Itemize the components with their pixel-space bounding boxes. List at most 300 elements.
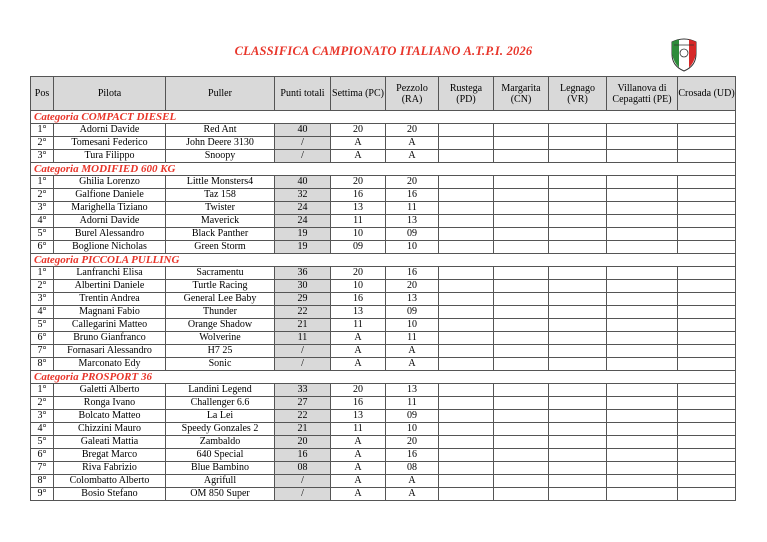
- cell-empty: [607, 475, 678, 488]
- cell-empty: [494, 293, 549, 306]
- cell-empty: [607, 488, 678, 501]
- cell-settima: A: [331, 345, 386, 358]
- cell-puller: Landini Legend: [166, 384, 275, 397]
- cell-puller: Agrifull: [166, 475, 275, 488]
- cell-empty: [439, 332, 494, 345]
- cell-empty: [607, 215, 678, 228]
- cell-pos: 1°: [31, 267, 54, 280]
- cell-pos: 1°: [31, 176, 54, 189]
- cell-punti: 08: [275, 462, 331, 475]
- cell-punti: 40: [275, 176, 331, 189]
- cell-empty: [439, 436, 494, 449]
- cell-empty: [439, 189, 494, 202]
- cell-pos: 9°: [31, 488, 54, 501]
- cell-pos: 6°: [31, 332, 54, 345]
- table-row: [31, 150, 736, 163]
- cell-puller: General Lee Baby: [166, 293, 275, 306]
- cell-pilota: Galfione Daniele: [54, 189, 166, 202]
- cell-puller: Little Monsters4: [166, 176, 275, 189]
- cell-empty: [607, 124, 678, 137]
- cell-empty: [678, 475, 736, 488]
- column-header: Crosada (UD): [678, 77, 736, 111]
- cell-empty: [549, 306, 607, 319]
- table-row: [31, 124, 736, 137]
- cell-empty: [494, 358, 549, 371]
- cell-settima: A: [331, 137, 386, 150]
- cell-empty: [549, 397, 607, 410]
- cell-pos: 7°: [31, 345, 54, 358]
- cell-pezzolo: 10: [386, 423, 439, 436]
- cell-empty: [494, 319, 549, 332]
- cell-empty: [494, 280, 549, 293]
- cell-empty: [549, 202, 607, 215]
- cell-empty: [549, 228, 607, 241]
- cell-empty: [607, 423, 678, 436]
- table-row: [31, 241, 736, 254]
- cell-puller: Wolverine: [166, 332, 275, 345]
- cell-empty: [549, 436, 607, 449]
- table-row: [31, 384, 736, 397]
- cell-pos: 4°: [31, 423, 54, 436]
- table-row: [31, 436, 736, 449]
- cell-punti: /: [275, 358, 331, 371]
- cell-empty: [607, 176, 678, 189]
- cell-empty: [439, 358, 494, 371]
- cell-empty: [607, 462, 678, 475]
- cell-empty: [607, 345, 678, 358]
- column-header: Settima (PC): [331, 77, 386, 111]
- cell-pezzolo: 16: [386, 267, 439, 280]
- cell-pilota: Marconato Edy: [54, 358, 166, 371]
- cell-empty: [678, 241, 736, 254]
- column-header: Pezzolo (RA): [386, 77, 439, 111]
- cell-empty: [678, 410, 736, 423]
- cell-puller: John Deere 3130: [166, 137, 275, 150]
- cell-empty: [607, 397, 678, 410]
- cell-empty: [607, 319, 678, 332]
- cell-puller: Zambaldo: [166, 436, 275, 449]
- cell-puller: Sonic: [166, 358, 275, 371]
- cell-empty: [549, 332, 607, 345]
- cell-punti: /: [275, 137, 331, 150]
- cell-empty: [439, 267, 494, 280]
- cell-pezzolo: 13: [386, 293, 439, 306]
- table-row: [31, 319, 736, 332]
- cell-empty: [494, 449, 549, 462]
- cell-puller: Taz 158: [166, 189, 275, 202]
- cell-pos: 2°: [31, 189, 54, 202]
- cell-empty: [549, 358, 607, 371]
- cell-empty: [607, 449, 678, 462]
- column-header: Rustega (PD): [439, 77, 494, 111]
- cell-settima: A: [331, 332, 386, 345]
- cell-empty: [607, 241, 678, 254]
- cell-empty: [549, 241, 607, 254]
- cell-empty: [678, 332, 736, 345]
- cell-settima: 13: [331, 410, 386, 423]
- cell-settima: 13: [331, 202, 386, 215]
- cell-pos: 1°: [31, 384, 54, 397]
- cell-pilota: Galeati Mattia: [54, 436, 166, 449]
- cell-empty: [607, 293, 678, 306]
- cell-puller: H7 25: [166, 345, 275, 358]
- cell-empty: [678, 319, 736, 332]
- category-label: Categoria COMPACT DIESEL: [31, 111, 736, 124]
- cell-punti: 32: [275, 189, 331, 202]
- cell-puller: Thunder: [166, 306, 275, 319]
- cell-empty: [439, 241, 494, 254]
- cell-pezzolo: 09: [386, 228, 439, 241]
- cell-pilota: Bregat Marco: [54, 449, 166, 462]
- cell-punti: 29: [275, 293, 331, 306]
- cell-pos: 6°: [31, 241, 54, 254]
- cell-pezzolo: 09: [386, 306, 439, 319]
- cell-pilota: Ronga Ivano: [54, 397, 166, 410]
- cell-settima: 11: [331, 319, 386, 332]
- cell-pezzolo: 13: [386, 384, 439, 397]
- cell-punti: 20: [275, 436, 331, 449]
- cell-settima: A: [331, 449, 386, 462]
- cell-empty: [494, 384, 549, 397]
- page-title: CLASSIFICA CAMPIONATO ITALIANO A.T.P.I. 2026: [234, 44, 533, 58]
- cell-empty: [439, 410, 494, 423]
- cell-empty: [494, 215, 549, 228]
- cell-pilota: Trentin Andrea: [54, 293, 166, 306]
- cell-empty: [678, 423, 736, 436]
- cell-punti: /: [275, 488, 331, 501]
- cell-pezzolo: 20: [386, 124, 439, 137]
- cell-settima: 09: [331, 241, 386, 254]
- cell-pezzolo: 16: [386, 189, 439, 202]
- cell-empty: [494, 332, 549, 345]
- cell-pezzolo: 10: [386, 319, 439, 332]
- cell-empty: [678, 358, 736, 371]
- cell-settima: 11: [331, 215, 386, 228]
- table-row: [31, 449, 736, 462]
- cell-empty: [439, 215, 494, 228]
- cell-empty: [607, 228, 678, 241]
- column-header: Margarita (CN): [494, 77, 549, 111]
- cell-empty: [678, 124, 736, 137]
- cell-empty: [494, 241, 549, 254]
- cell-settima: 11: [331, 423, 386, 436]
- cell-empty: [549, 475, 607, 488]
- column-header: Puller: [166, 77, 275, 111]
- cell-empty: [549, 215, 607, 228]
- cell-punti: 24: [275, 202, 331, 215]
- cell-empty: [494, 137, 549, 150]
- cell-punti: 40: [275, 124, 331, 137]
- category-label: Categoria MODIFIED 600 KG: [31, 163, 736, 176]
- column-header: Pos: [31, 77, 54, 111]
- cell-settima: 16: [331, 189, 386, 202]
- cell-empty: [607, 137, 678, 150]
- cell-settima: A: [331, 150, 386, 163]
- cell-empty: [549, 293, 607, 306]
- cell-puller: 640 Special: [166, 449, 275, 462]
- cell-settima: A: [331, 358, 386, 371]
- cell-empty: [678, 306, 736, 319]
- ranking-table: [30, 76, 736, 501]
- cell-empty: [549, 410, 607, 423]
- column-header: Punti totali: [275, 77, 331, 111]
- cell-empty: [439, 488, 494, 501]
- cell-puller: La Lei: [166, 410, 275, 423]
- cell-settima: 16: [331, 397, 386, 410]
- cell-empty: [678, 267, 736, 280]
- cell-pezzolo: 20: [386, 436, 439, 449]
- cell-empty: [678, 176, 736, 189]
- cell-empty: [549, 462, 607, 475]
- cell-pos: 3°: [31, 150, 54, 163]
- cell-empty: [549, 267, 607, 280]
- table-row: [31, 358, 736, 371]
- cell-empty: [439, 202, 494, 215]
- cell-empty: [607, 436, 678, 449]
- cell-pilota: Galetti Alberto: [54, 384, 166, 397]
- cell-empty: [678, 462, 736, 475]
- category-row: [31, 371, 736, 384]
- cell-pilota: Burel Alessandro: [54, 228, 166, 241]
- cell-empty: [678, 345, 736, 358]
- cell-settima: A: [331, 488, 386, 501]
- category-row: [31, 163, 736, 176]
- cell-pilota: Ghilia Lorenzo: [54, 176, 166, 189]
- cell-puller: Green Storm: [166, 241, 275, 254]
- cell-empty: [678, 202, 736, 215]
- cell-punti: 22: [275, 410, 331, 423]
- cell-pezzolo: 11: [386, 397, 439, 410]
- cell-punti: 33: [275, 384, 331, 397]
- cell-puller: Orange Shadow: [166, 319, 275, 332]
- cell-pezzolo: A: [386, 358, 439, 371]
- cell-puller: OM 850 Super: [166, 488, 275, 501]
- cell-pos: 3°: [31, 202, 54, 215]
- cell-empty: [439, 397, 494, 410]
- cell-punti: 21: [275, 423, 331, 436]
- cell-empty: [549, 124, 607, 137]
- cell-pos: 8°: [31, 358, 54, 371]
- cell-punti: 27: [275, 397, 331, 410]
- cell-pilota: Callegarini Matteo: [54, 319, 166, 332]
- category-row: [31, 254, 736, 267]
- cell-pezzolo: 10: [386, 241, 439, 254]
- cell-empty: [439, 124, 494, 137]
- cell-empty: [549, 423, 607, 436]
- italian-flag-shield-logo: [667, 36, 701, 72]
- cell-empty: [678, 384, 736, 397]
- cell-empty: [549, 449, 607, 462]
- cell-empty: [549, 137, 607, 150]
- category-label: Categoria PROSPORT 36: [31, 371, 736, 384]
- cell-puller: Black Panther: [166, 228, 275, 241]
- cell-pos: 3°: [31, 293, 54, 306]
- cell-punti: 19: [275, 228, 331, 241]
- cell-empty: [494, 475, 549, 488]
- cell-pos: 7°: [31, 462, 54, 475]
- cell-pezzolo: 11: [386, 202, 439, 215]
- table-row: [31, 475, 736, 488]
- cell-puller: Snoopy: [166, 150, 275, 163]
- column-header: Villanova di Cepagatti (PE): [607, 77, 678, 111]
- cell-empty: [549, 319, 607, 332]
- cell-empty: [494, 423, 549, 436]
- cell-pilota: Lanfranchi Elisa: [54, 267, 166, 280]
- table-row: [31, 332, 736, 345]
- cell-puller: Sacramentu: [166, 267, 275, 280]
- cell-empty: [439, 280, 494, 293]
- cell-punti: 24: [275, 215, 331, 228]
- table-row: [31, 176, 736, 189]
- cell-pilota: Colombatto Alberto: [54, 475, 166, 488]
- cell-empty: [607, 202, 678, 215]
- cell-pezzolo: 09: [386, 410, 439, 423]
- cell-empty: [678, 280, 736, 293]
- cell-empty: [494, 436, 549, 449]
- cell-pilota: Marighella Tiziano: [54, 202, 166, 215]
- cell-empty: [607, 150, 678, 163]
- cell-punti: 36: [275, 267, 331, 280]
- cell-punti: 30: [275, 280, 331, 293]
- cell-puller: Challenger 6.6: [166, 397, 275, 410]
- cell-pilota: Riva Fabrizio: [54, 462, 166, 475]
- cell-empty: [439, 150, 494, 163]
- column-header: Pilota: [54, 77, 166, 111]
- cell-pilota: Bruno Gianfranco: [54, 332, 166, 345]
- cell-pos: 4°: [31, 306, 54, 319]
- cell-empty: [439, 449, 494, 462]
- cell-puller: Speedy Gonzales 2: [166, 423, 275, 436]
- table-row: [31, 306, 736, 319]
- category-label: Categoria PICCOLA PULLING: [31, 254, 736, 267]
- cell-pilota: Albertini Daniele: [54, 280, 166, 293]
- cell-empty: [439, 475, 494, 488]
- cell-pos: 5°: [31, 228, 54, 241]
- cell-pilota: Magnani Fabio: [54, 306, 166, 319]
- cell-empty: [549, 150, 607, 163]
- cell-puller: Red Ant: [166, 124, 275, 137]
- cell-empty: [549, 189, 607, 202]
- header-row: [31, 77, 736, 111]
- cell-puller: Turtle Racing: [166, 280, 275, 293]
- cell-empty: [607, 267, 678, 280]
- cell-empty: [439, 423, 494, 436]
- table-row: [31, 215, 736, 228]
- cell-empty: [494, 410, 549, 423]
- cell-pos: 5°: [31, 436, 54, 449]
- cell-empty: [678, 436, 736, 449]
- cell-empty: [549, 345, 607, 358]
- cell-empty: [439, 319, 494, 332]
- cell-empty: [494, 267, 549, 280]
- cell-pos: 2°: [31, 137, 54, 150]
- table-row: [31, 228, 736, 241]
- cell-empty: [494, 124, 549, 137]
- cell-pos: 2°: [31, 280, 54, 293]
- cell-empty: [678, 137, 736, 150]
- cell-punti: /: [275, 345, 331, 358]
- cell-empty: [494, 176, 549, 189]
- cell-empty: [439, 306, 494, 319]
- cell-empty: [439, 228, 494, 241]
- cell-pilota: Bosio Stefano: [54, 488, 166, 501]
- cell-empty: [607, 410, 678, 423]
- table-row: [31, 423, 736, 436]
- cell-punti: 16: [275, 449, 331, 462]
- table-row: [31, 397, 736, 410]
- cell-empty: [607, 280, 678, 293]
- cell-settima: 10: [331, 228, 386, 241]
- cell-punti: /: [275, 475, 331, 488]
- cell-settima: 20: [331, 267, 386, 280]
- cell-pos: 1°: [31, 124, 54, 137]
- cell-empty: [439, 176, 494, 189]
- cell-empty: [607, 306, 678, 319]
- cell-punti: /: [275, 150, 331, 163]
- cell-empty: [494, 150, 549, 163]
- cell-empty: [678, 150, 736, 163]
- cell-puller: Maverick: [166, 215, 275, 228]
- cell-puller: Blue Bambino: [166, 462, 275, 475]
- cell-pilota: Bolcato Matteo: [54, 410, 166, 423]
- cell-empty: [439, 137, 494, 150]
- cell-empty: [678, 215, 736, 228]
- cell-pezzolo: 20: [386, 176, 439, 189]
- cell-pezzolo: 13: [386, 215, 439, 228]
- cell-empty: [607, 332, 678, 345]
- cell-pilota: Fornasari Alessandro: [54, 345, 166, 358]
- cell-punti: 19: [275, 241, 331, 254]
- table-row: [31, 488, 736, 501]
- cell-settima: 10: [331, 280, 386, 293]
- cell-settima: 20: [331, 124, 386, 137]
- cell-punti: 22: [275, 306, 331, 319]
- table-row: [31, 267, 736, 280]
- cell-settima: 16: [331, 293, 386, 306]
- table-row: [31, 189, 736, 202]
- cell-pos: 4°: [31, 215, 54, 228]
- cell-settima: A: [331, 462, 386, 475]
- table-row: [31, 280, 736, 293]
- cell-empty: [494, 397, 549, 410]
- cell-empty: [439, 384, 494, 397]
- cell-empty: [494, 306, 549, 319]
- cell-empty: [607, 358, 678, 371]
- cell-empty: [549, 488, 607, 501]
- cell-pezzolo: A: [386, 345, 439, 358]
- cell-empty: [494, 462, 549, 475]
- cell-pilota: Tura Filippo: [54, 150, 166, 163]
- cell-pezzolo: A: [386, 137, 439, 150]
- cell-settima: 13: [331, 306, 386, 319]
- cell-pilota: Adorni Davide: [54, 215, 166, 228]
- cell-pos: 5°: [31, 319, 54, 332]
- cell-punti: 21: [275, 319, 331, 332]
- cell-empty: [439, 293, 494, 306]
- cell-settima: 20: [331, 176, 386, 189]
- cell-empty: [494, 189, 549, 202]
- cell-empty: [607, 189, 678, 202]
- cell-empty: [549, 176, 607, 189]
- cell-pilota: Adorni Davide: [54, 124, 166, 137]
- cell-pilota: Tomesani Federico: [54, 137, 166, 150]
- cell-settima: A: [331, 436, 386, 449]
- table-row: [31, 462, 736, 475]
- cell-pezzolo: 11: [386, 332, 439, 345]
- cell-pezzolo: A: [386, 475, 439, 488]
- table-row: [31, 137, 736, 150]
- table-row: [31, 202, 736, 215]
